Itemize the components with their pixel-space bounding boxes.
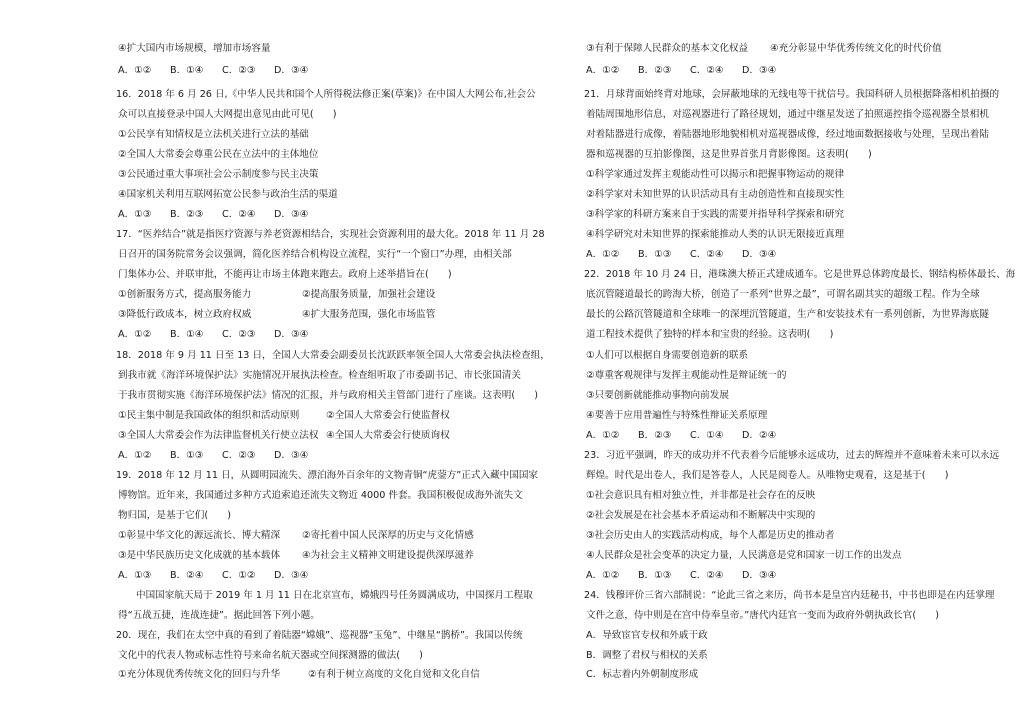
q18-option-2: ②全国人大常委会行使监督权 <box>326 410 450 421</box>
q23-option-1: ①社会意识具有相对独立性，并非都是社会存在的反映 <box>586 490 816 501</box>
choice-d: D．③④ <box>274 450 309 461</box>
q16-option-4: ④国家机关利用互联网拓宽公民参与政治生活的渠道 <box>118 189 338 200</box>
q22-stem-line-4: 道工程技术提供了独特的样本和宝贵的经验。这表明( ) <box>586 329 834 340</box>
q16-option-2: ②全国人大常委会尊重公民在立法中的主体地位 <box>118 149 319 160</box>
q21-stem-line-1: 21．月球背面始终背对地球，会屏蔽地球的无线电等干扰信号。我国科研人员根据降落相机拍摄的 <box>584 89 1000 100</box>
q16-option-1: ①公民享有知情权是立法机关进行立法的基础 <box>118 129 309 140</box>
choice-c: C．①④ <box>690 430 724 441</box>
q21-option-1: ①科学家通过发挥主观能动性可以揭示和把握事物运动的规律 <box>586 169 845 180</box>
choice-d: D．③④ <box>274 209 309 220</box>
q19-option-1: ①彰显中华文化的源远流长、博大精深 <box>118 530 281 541</box>
q18-option-4: ④全国人大常委会行使质询权 <box>326 430 450 441</box>
q21-option-4: ④科学研究对未知世界的探索能推动人类的认识无限接近真理 <box>586 229 845 240</box>
choice-c: C．②③ <box>222 65 256 76</box>
choice-a: A．①② <box>586 430 620 441</box>
choice-d: D．③④ <box>742 249 777 260</box>
q19-option-3: ③是中华民族历史文化成就的基本载体 <box>118 550 281 561</box>
choice-b: B．②③ <box>638 430 672 441</box>
choice-c: C．②④ <box>690 570 724 581</box>
choice-d: D．③④ <box>274 570 309 581</box>
passage-intro-line-2: 得“五战五捷，连战连捷”。据此回答下列小题。 <box>118 610 320 621</box>
q22-stem-line-1: 22．2018 年 10 月 24 日，港珠澳大桥正式建成通车。它是世界总体跨度最长、钢结构桥体最长、海 <box>584 269 1016 280</box>
q18-stem-line-2: 到我市就《海洋环境保护法》实施情况开展执法检查。检查组听取了市委副书记、市长张国清关 <box>118 370 521 381</box>
q19-option-2: ②寄托着中国人民深厚的历史与文化情感 <box>302 530 474 541</box>
q17-stem-line-3: 门集体办公、并联审批，不能再让市场主体跑来跑去。政府上述举措旨在( ) <box>118 269 452 280</box>
q19-stem-line-1: 19．2018 年 12 月 11 日，从圆明园流失、漂泊海外百余年的文物青铜“虎蓥方”正式入藏中国国家 <box>116 470 539 481</box>
q17-stem-line-2: 日召开的国务院常务会议强调，简化医养结合机构设立流程，实行“一个窗口”办理，由相关部 <box>118 249 512 260</box>
q16-stem-line-1: 16．2018 年 6 月 26 日,《中华人民共和国个人所得税法修正案(草案)》在中国人大网公布,社会公 <box>116 89 536 100</box>
q21-option-2: ②科学家对未知世界的认识活动具有主动创造性和直接现实性 <box>586 189 845 200</box>
q19-option-4: ④为社会主义精神文明建设提供深厚滋养 <box>302 550 474 561</box>
q20-option-2: ②有利于树立高度的文化自觉和文化自信 <box>308 669 480 680</box>
q21-stem-line-3: 对着陆器进行成像，着陆器地形地貌相机对巡视器成像，经过地面数据接收与处理，呈现出着陆 <box>586 129 989 140</box>
q22-stem-line-2: 底沉管隧道最长的跨海大桥，创造了一系列“世界之最”，可谓名副其实的超级工程。作为全球 <box>586 289 980 300</box>
q23-option-3: ③社会历史由人的实践活动构成，每个人都是历史的推动者 <box>586 530 835 541</box>
choice-b: B．②③ <box>638 65 672 76</box>
q16-stem-line-2: 众可以直接登录中国人大网提出意见由此可见( ) <box>118 109 337 120</box>
q15-option-4: ④扩大国内市场规模，增加市场容量 <box>118 43 271 54</box>
choice-b: B．②④ <box>170 570 204 581</box>
choice-c: C．①② <box>222 570 256 581</box>
choice-b: B．①③ <box>170 450 204 461</box>
choice-d: D．③④ <box>742 65 777 76</box>
q24-option-a: A．导致宦官专权和外戚干政 <box>586 630 708 641</box>
q22-option-3: ③只要创新就能推动事物向前发展 <box>586 390 729 401</box>
q21-stem-line-2: 着陆周围地形信息，对巡视器进行了路径规划，通过中继星发送了拍照遥控指令巡视器全景相机 <box>586 109 989 120</box>
q24-option-c: C．标志着内外朝制度形成 <box>586 669 699 680</box>
choice-d: D．③④ <box>742 570 777 581</box>
q22-option-1: ①人们可以根据自身需要创造新的联系 <box>586 350 749 361</box>
choice-a: A．①③ <box>118 209 152 220</box>
q17-option-1: ①创新服务方式，提高服务能力 <box>118 289 252 300</box>
choice-b: B．①③ <box>638 249 672 260</box>
q20-stem-line-1: 20．现在，我们在太空中真的看到了着陆器“嫦娥”、巡视器“玉兔”、中继星“鹊桥”。我国以传统 <box>116 630 523 641</box>
choice-b: B．①④ <box>170 329 204 340</box>
choice-c: C．②③ <box>222 329 256 340</box>
q23-option-2: ②社会发展是在社会基本矛盾运动和不断解决中实现的 <box>586 510 816 521</box>
q18-option-1: ①民主集中制是我国政体的组织和活动原则 <box>118 410 300 421</box>
choice-b: B．②③ <box>170 209 204 220</box>
q24-stem-line-1: 24．钱穆评价三省六部制说：“论此三省之来历，尚书本是皇宫内廷秘书，中书也即是在内廷掌理 <box>584 590 995 601</box>
choice-c: C．②④ <box>222 209 256 220</box>
q18-stem-line-3: 于我市贯彻实施《海洋环境保护法》情况的汇报，并与政府相关主管部门进行了座谈。这表明( ) <box>118 390 539 401</box>
q16-option-3: ③公民通过重大事项社会公示制度参与民主决策 <box>118 169 319 180</box>
q18-stem-line-1: 18．2018 年 9 月 11 日至 13 日，全国人大常委会副委员长沈跃跃率领全国人大常委会执法检查组， <box>116 350 550 361</box>
choice-c: C．②④ <box>690 249 724 260</box>
q23-option-4: ④人民群众是社会变革的决定力量，人民满意是党和国家一切工作的出发点 <box>586 550 902 561</box>
q23-stem-line-1: 23．习近平强调，昨天的成功并不代表着今后能够永远成功，过去的辉煌并不意味着未来可以永远 <box>584 450 1000 461</box>
q21-stem-line-4: 器和巡视器的互拍影像图，这是世界首张月背影像图。这表明( ) <box>586 149 872 160</box>
passage-intro-line-1: 中国国家航天局于 2019 年 1 月 11 日在北京宣布，嫦娥四号任务圆满成功，中国探月工程取 <box>136 590 533 601</box>
choice-b: B．①④ <box>170 65 204 76</box>
q19-stem-line-3: 物归国，是基于它们( ) <box>118 510 232 521</box>
choice-a: A．①③ <box>118 570 152 581</box>
q21-option-3: ③科学家的科研方案来自于实践的需要并指导科学探索和研究 <box>586 209 845 220</box>
choice-d: D．③④ <box>274 329 309 340</box>
choice-a: A．①② <box>586 249 620 260</box>
choice-a: A．①② <box>586 570 620 581</box>
q20-stem-line-2: 文化中的代表人物或标志性符号来命名航天器或空间探测器的做法( ) <box>118 650 423 661</box>
choice-a: A．①② <box>586 65 620 76</box>
choice-c: C．②③ <box>222 450 256 461</box>
q20-option-1: ①充分体现优秀传统文化的回归与升华 <box>118 669 281 680</box>
choice-a: A．①② <box>118 329 152 340</box>
choice-d: D．②④ <box>742 430 777 441</box>
q24-option-b: B．调整了君权与相权的关系 <box>586 650 708 661</box>
q18-option-3: ③全国人大常委会作为法律监督机关行使立法权 <box>118 430 319 441</box>
q24-stem-line-2: 文件之意，侍中则是在宫中侍奉皇帝。”唐代内廷官一变而为政府外朝执政长官( ) <box>586 610 940 621</box>
q22-option-2: ②尊重客观规律与发挥主观能动性是辩证统一的 <box>586 370 787 381</box>
q17-stem-line-1: 17．“医养结合”就是指医疗资源与养老资源相结合，实现社会资源利用的最大化。2018 年 11 月 28 <box>116 229 545 240</box>
choice-d: D．③④ <box>274 65 309 76</box>
q17-option-4: ④扩大服务范围，强化市场监管 <box>302 309 436 320</box>
q17-option-2: ②提高服务质量，加强社会建设 <box>302 289 436 300</box>
q19-stem-line-2: 博物馆。近年来，我国通过多种方式追索追还流失文物近 4000 件套。我国积极促成海外流失文 <box>118 490 523 501</box>
q20-option-3: ③有利于保障人民群众的基本文化权益 <box>586 43 749 54</box>
choice-b: B．①③ <box>638 570 672 581</box>
q22-option-4: ④要善于应用普遍性与特殊性辩证关系原理 <box>586 410 768 421</box>
q20-option-4: ④充分彰显中华优秀传统文化的时代价值 <box>770 43 942 54</box>
q17-option-3: ③降低行政成本，树立政府权威 <box>118 309 252 320</box>
choice-c: C．②④ <box>690 65 724 76</box>
q22-stem-line-3: 最长的公路沉管隧道和全球唯一的深埋沉管隧道，生产和安装技术有一系列创新，为世界海底隧 <box>586 309 989 320</box>
choice-a: A．①② <box>118 450 152 461</box>
choice-a: A．①② <box>118 65 152 76</box>
q23-stem-line-2: 辉煌。时代是出卷人，我们是答卷人，人民是阅卷人。从唯物史观看，这是基于( ) <box>586 470 949 481</box>
